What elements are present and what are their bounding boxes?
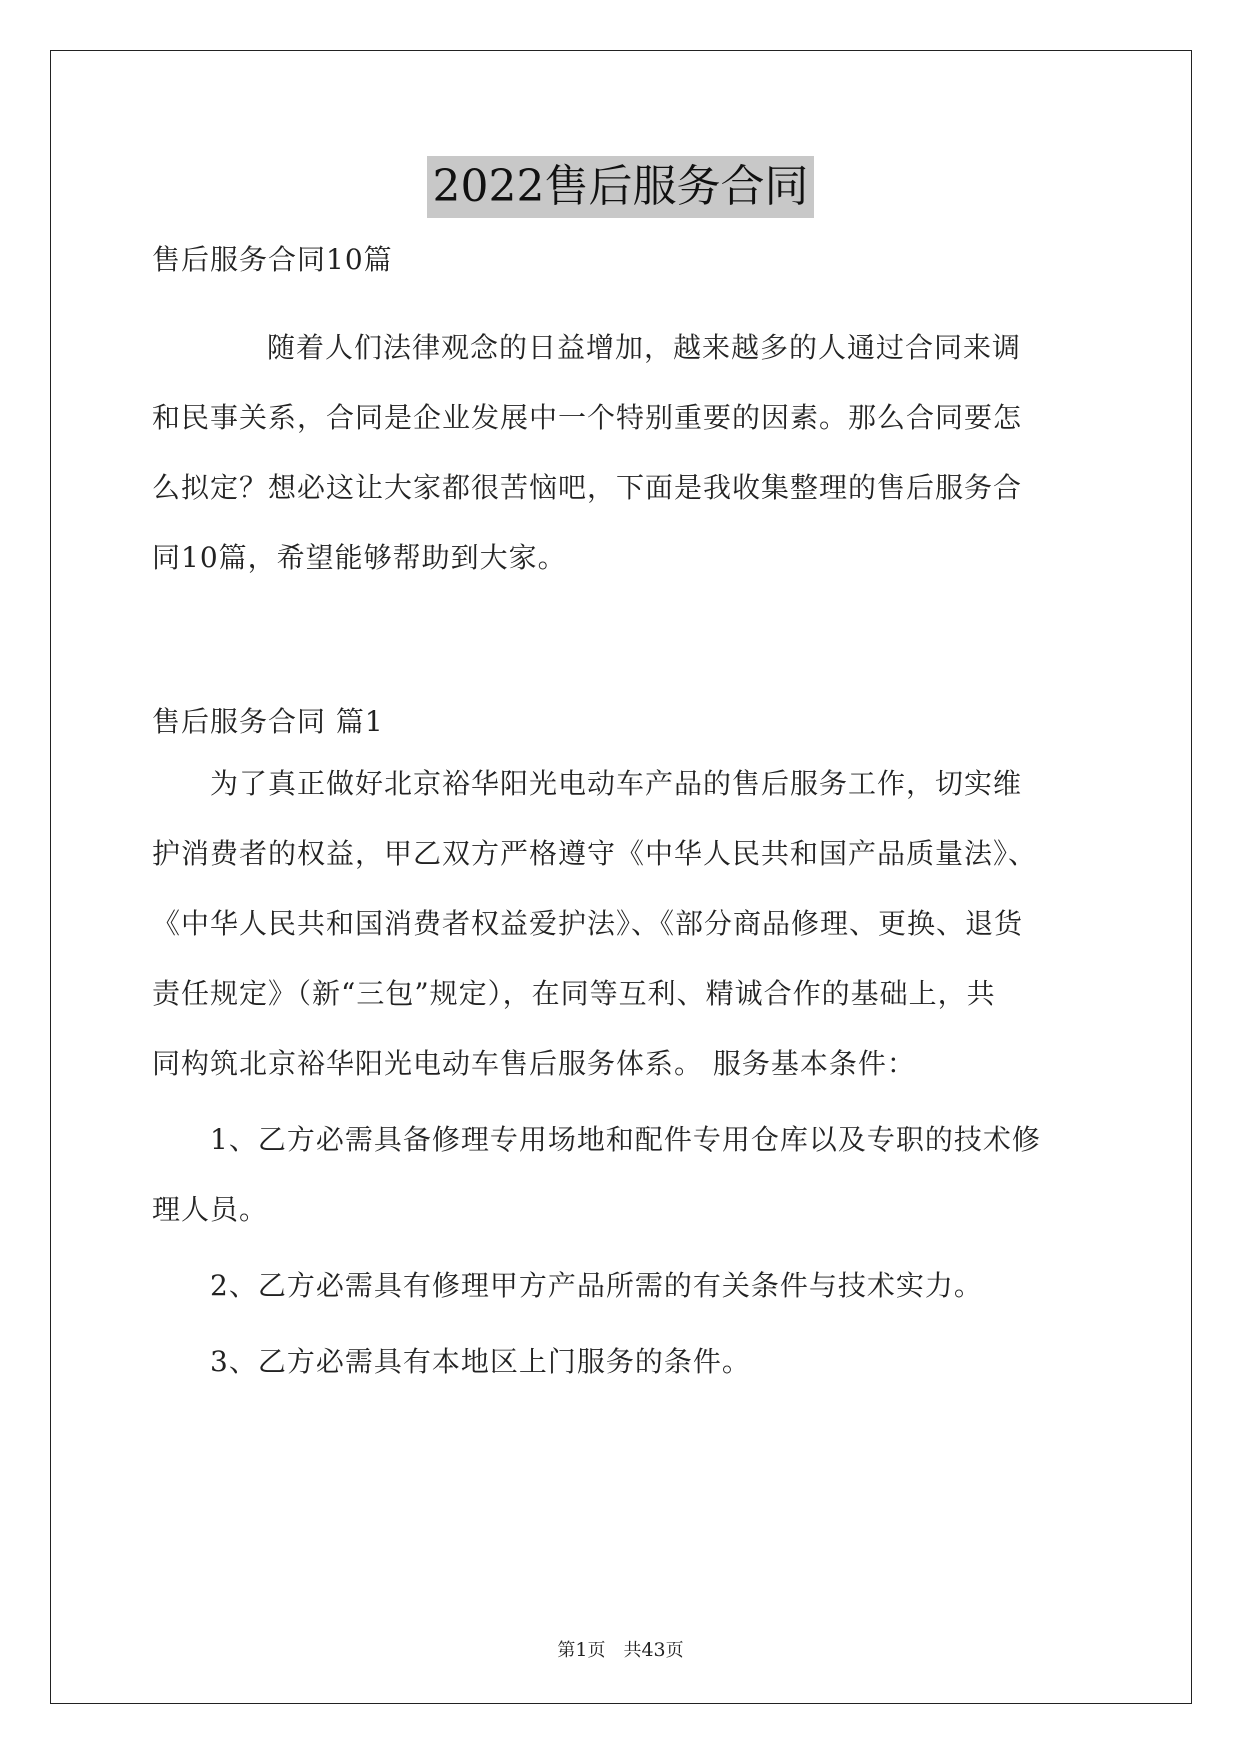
intro-line-4: 同10篇，希望能够帮助到大家。	[152, 541, 567, 574]
footer-suffix: 页	[665, 1640, 684, 1661]
intro-line-3: 么拟定？想必这让大家都很苦恼吧，下面是我收集整理的售后服务合	[152, 471, 1023, 504]
item-2: 2、乙方必需具有修理甲方产品所需的有关条件与技术实力。	[210, 1269, 983, 1302]
section-para-line-3: 《中华人民共和国消费者权益爱护法》、《部分商品修理、更换、退货	[152, 907, 1024, 940]
item-1-line-1: 1、乙方必需具备修理专用场地和配件专用仓库以及专职的技术修	[210, 1123, 1041, 1156]
page-border	[50, 50, 1192, 1704]
item-1-line-2: 理人员。	[152, 1193, 269, 1226]
intro-line-2: 和民事关系，合同是企业发展中一个特别重要的因素。那么合同要怎	[152, 401, 1023, 434]
footer-prefix: 第	[557, 1640, 576, 1661]
intro-line-1: 随着人们法律观念的日益增加，越来越多的人通过合同来调	[267, 331, 1022, 364]
section-para-line-4: 责任规定》（新“三包”规定），在同等互利、精诚合作的基础上，共	[152, 977, 996, 1010]
section-heading: 售后服务合同 篇1	[152, 705, 384, 738]
subtitle: 售后服务合同10篇	[152, 243, 393, 276]
section-para-line-5: 同构筑北京裕华阳光电动车售后服务体系。 服务基本条件：	[152, 1047, 916, 1080]
page-footer	[0, 1636, 1241, 1662]
document-title: 2022售后服务合同	[427, 156, 815, 218]
section-para-line-1: 为了真正做好北京裕华阳光电动车产品的售后服务工作，切实维	[210, 767, 1023, 800]
section-para-line-2: 护消费者的权益，甲乙双方严格遵守《中华人民共和国产品质量法》、	[152, 837, 1038, 870]
item-3: 3、乙方必需具有本地区上门服务的条件。	[210, 1345, 751, 1378]
footer-total-pages: 43	[641, 1639, 666, 1661]
title-container	[0, 156, 1241, 218]
footer-mid: 页 共	[587, 1640, 642, 1661]
footer-page-number: 1	[575, 1639, 588, 1661]
